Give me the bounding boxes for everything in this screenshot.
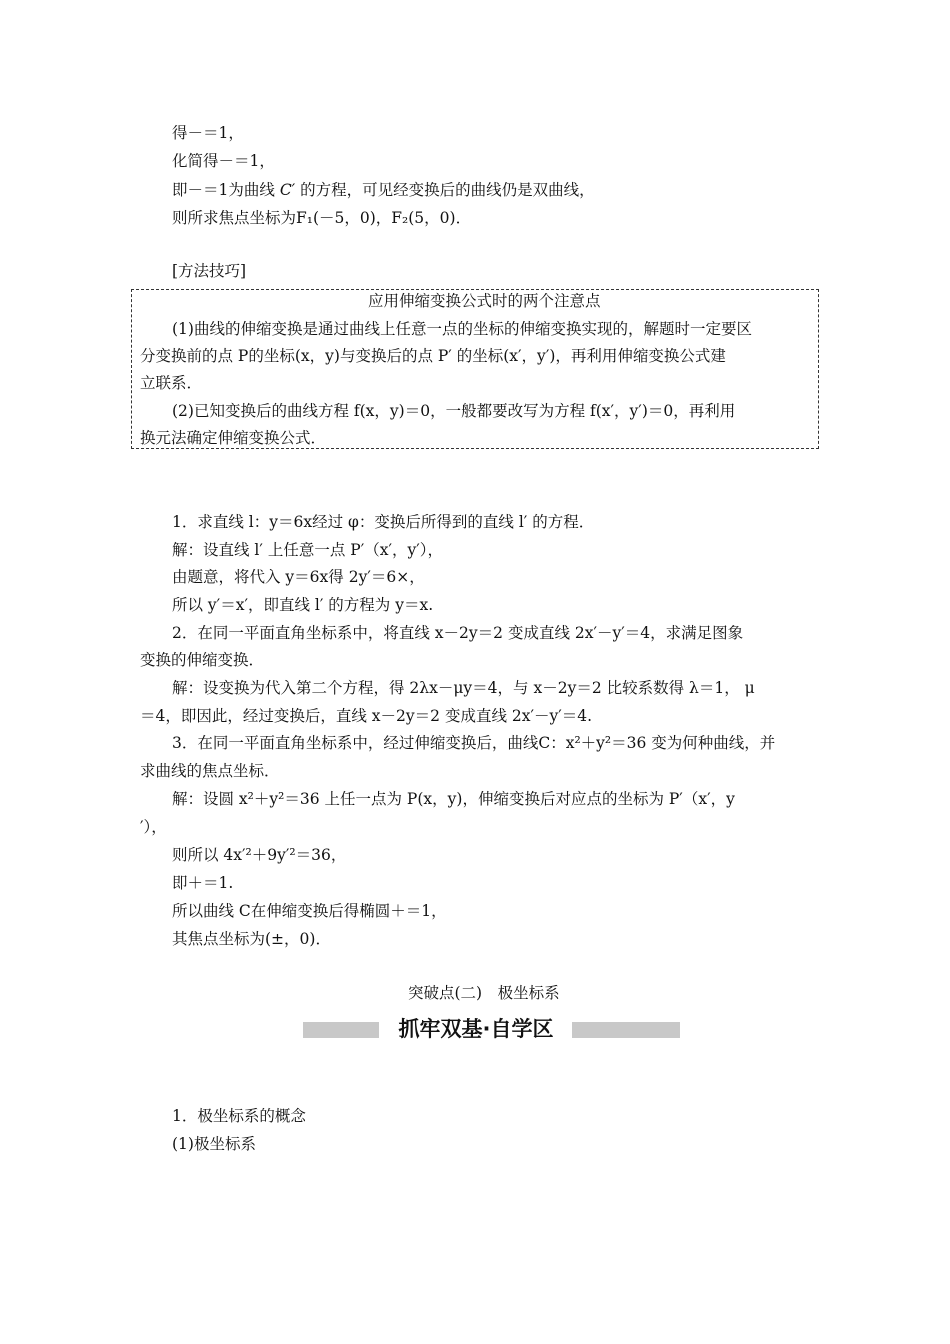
text-line: 分变换前的点 P的坐标(x，y)与变换后的点 P′ 的坐标(x′，y′)，再利用伸缩变换公式建 bbox=[140, 347, 726, 365]
text-line: 则所求焦点坐标为F₁(－5，0)，F₂(5，0)． bbox=[172, 209, 472, 227]
text-line: 化简得－＝1， bbox=[172, 152, 275, 170]
method-title: 应用伸缩变换公式时的两个注意点 bbox=[368, 292, 601, 310]
text-line: (1)曲线的伸缩变换是通过曲线上任意一点的坐标的伸缩变换实现的，解题时一定要区 bbox=[172, 320, 752, 338]
text-fragment: 即－＝1为曲线 bbox=[172, 181, 275, 199]
text-line: 所以曲线 C在伸缩变换后得椭圆＋＝1， bbox=[172, 902, 447, 920]
method-box bbox=[131, 289, 819, 449]
banner-bar-right bbox=[572, 1022, 680, 1038]
text-line: (1)极坐标系 bbox=[172, 1135, 256, 1153]
text-line: (2)已知变换后的曲线方程 f(x，y)＝0，一般都要改写为方程 f(x′，y′)＝0，再利用 bbox=[172, 402, 736, 420]
text-line: 解：设圆 x²＋y²＝36 上任一点为 P(x，y)，伸缩变换后对应点的坐标为 P′（x′，y bbox=[172, 790, 735, 808]
text-line: 即＋＝1. bbox=[172, 874, 234, 892]
text-line: 所以 y′＝x′，即直线 l′ 的方程为 y＝x. bbox=[172, 596, 434, 614]
text-line: 由题意，将代入 y＝6x得 2y′＝6×， bbox=[172, 568, 425, 586]
math-symbol: C′ bbox=[279, 181, 296, 199]
question-1: 1．求直线 l：y＝6x经过 φ：变换后所得到的直线 l′ 的方程． bbox=[172, 513, 595, 531]
text-line: 1．极坐标系的概念 bbox=[172, 1107, 306, 1125]
text-line: 求曲线的焦点坐标． bbox=[140, 762, 280, 780]
text-line: ＝4，即因此，经过变换后，直线 x－2y＝2 变成直线 2x′－y′＝4. bbox=[140, 707, 593, 725]
text-line: 则所以 4x′²＋9y′²＝36， bbox=[172, 846, 347, 864]
text-line: ′）， bbox=[140, 818, 167, 836]
text-line: 立联系． bbox=[140, 374, 203, 392]
text-line: 得－＝1， bbox=[172, 124, 244, 142]
text-fragment: 的方程，可见经变换后的曲线仍是双曲线， bbox=[300, 181, 595, 199]
text-line bbox=[172, 180, 595, 200]
text-line: 解：设直线 l′ 上任意一点 P′（x′，y′）， bbox=[172, 541, 443, 559]
section-heading: 突破点(二) 极坐标系 bbox=[408, 984, 560, 1002]
text-line: 换元法确定伸缩变换公式． bbox=[140, 429, 327, 447]
question-2: 2．在同一平面直角坐标系中，将直线 x－2y＝2 变成直线 2x′－y′＝4，求满足图象 bbox=[172, 624, 744, 642]
text-line: 变换的伸缩变换． bbox=[140, 651, 265, 669]
banner-bar-left bbox=[303, 1022, 379, 1038]
method-label: [方法技巧] bbox=[172, 262, 247, 280]
text-line: 其焦点坐标为(±，0)． bbox=[172, 930, 331, 948]
text-line: 解：设变换为代入第二个方程，得 2λx－μy＝4，与 x－2y＝2 比较系数得 λ＝1， μ bbox=[172, 679, 755, 697]
section-banner: 抓牢双基·自学区 bbox=[398, 1017, 554, 1041]
question-3: 3．在同一平面直角坐标系中，经过伸缩变换后，曲线C：x²＋y²＝36 变为何种曲线，并 bbox=[172, 734, 776, 752]
